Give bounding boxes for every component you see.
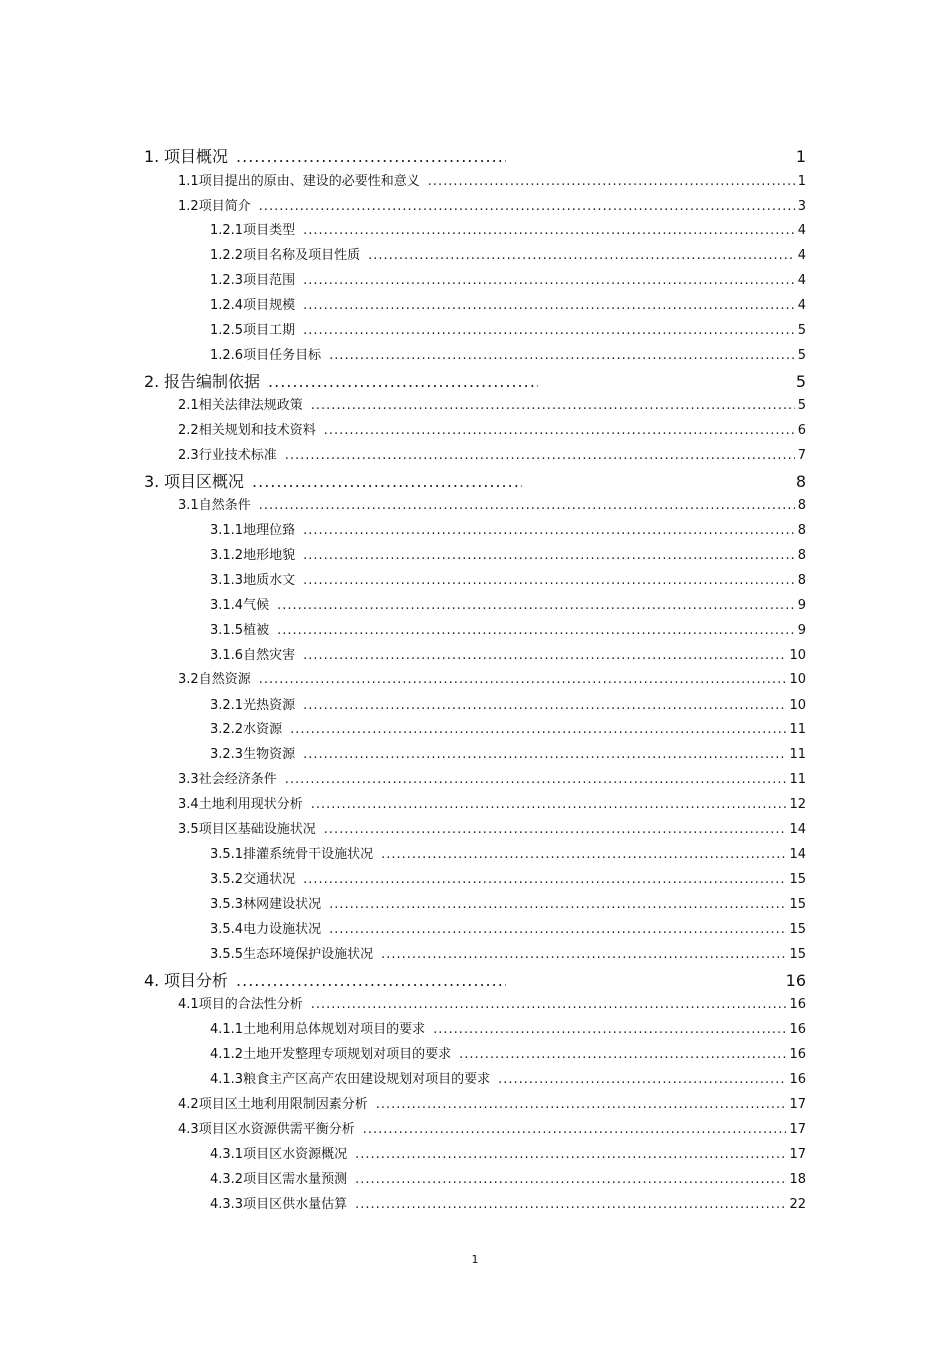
toc-entry-page: 4 (797, 273, 806, 288)
toc-entry-title: 相关规划和技术资料 (198, 423, 316, 438)
toc-entry-title: 项目规模 (243, 298, 296, 313)
toc-entry-title: 植被 (243, 623, 270, 638)
toc-entry[interactable] (210, 1068, 806, 1088)
toc-entry[interactable] (210, 544, 806, 564)
toc-entry-page: 16 (785, 971, 806, 990)
toc-entry-page: 8 (795, 472, 806, 491)
toc-entry-number: 3.5.5 (210, 947, 244, 962)
toc-entry[interactable] (210, 244, 806, 264)
toc-entry-title: 社会经济条件 (198, 772, 277, 787)
dot-leader (355, 1147, 786, 1162)
toc-entry-page: 1 (797, 174, 806, 189)
toc-entry-page: 15 (789, 897, 806, 912)
toc-entry-page: 15 (789, 947, 806, 962)
dot-leader (236, 147, 506, 166)
dot-leader (428, 174, 795, 189)
toc-entry-number: 3. (144, 472, 160, 491)
dot-leader (290, 722, 786, 737)
toc-entry[interactable] (210, 319, 806, 339)
toc-entry[interactable] (178, 993, 806, 1013)
toc-entry-title: 地质水文 (243, 573, 296, 588)
toc-entry-page: 15 (789, 872, 806, 887)
toc-entry-page: 8 (797, 498, 806, 513)
toc-entry-title: 项目区概况 (164, 472, 245, 491)
toc-entry-title: 土地利用总体规划对项目的要求 (243, 1022, 426, 1037)
toc-entry[interactable] (178, 818, 806, 838)
toc-entry-title: 电力设施状况 (243, 922, 322, 937)
toc-entry[interactable] (210, 943, 806, 963)
dot-leader (303, 523, 795, 538)
dot-leader (311, 997, 787, 1012)
toc-entry-page: 11 (789, 722, 806, 737)
toc-entry-number: 4.1 (178, 997, 199, 1012)
toc-entry-title: 排灌系统骨干设施状况 (243, 847, 374, 862)
toc-entry-number: 3.1.2 (210, 548, 244, 563)
toc-entry-number: 1.1 (178, 174, 199, 189)
toc-entry-title: 项目区水资源概况 (243, 1147, 348, 1162)
toc-entry-title: 地形地貌 (243, 548, 296, 563)
toc-entry-number: 4.1.1 (210, 1022, 244, 1037)
toc-entry-page: 14 (789, 822, 806, 837)
dot-leader (285, 448, 795, 463)
toc-entry-number: 3.1 (178, 498, 199, 513)
toc-entry[interactable] (210, 1168, 806, 1188)
toc-entry-number: 2.3 (178, 448, 199, 463)
toc-entry-page: 7 (797, 448, 806, 463)
dot-leader (303, 698, 786, 713)
toc-entry[interactable] (210, 918, 806, 938)
toc-entry-number: 3.2.1 (210, 698, 244, 713)
toc-entry-number: 3.4 (178, 797, 199, 812)
toc-entry-number: 2.2 (178, 423, 199, 438)
toc-entry-title: 气候 (243, 598, 270, 613)
dot-leader (303, 872, 786, 887)
toc-entry-page: 8 (797, 573, 806, 588)
toc-entry-title: 项目工期 (243, 323, 296, 338)
toc-entry-page: 15 (789, 922, 806, 937)
toc-entry-number: 4.2 (178, 1097, 199, 1112)
toc-entry[interactable] (144, 469, 806, 493)
toc-entry[interactable] (210, 843, 806, 863)
toc-entry-title: 自然条件 (198, 498, 251, 513)
toc-entry-number: 4.1.2 (210, 1047, 244, 1062)
toc-entry[interactable] (210, 1193, 806, 1213)
toc-entry[interactable] (178, 195, 806, 215)
toc-entry-page: 10 (789, 648, 806, 663)
toc-entry-number: 1.2.2 (210, 248, 244, 263)
toc-entry-title: 生态环境保护设施状况 (243, 947, 374, 962)
dot-leader (381, 947, 786, 962)
dot-leader (368, 248, 795, 263)
toc-entry-number: 4. (144, 971, 160, 990)
toc-entry-title: 林网建设状况 (243, 897, 322, 912)
dot-leader (433, 1022, 786, 1037)
toc-entry[interactable] (210, 893, 806, 913)
toc-entry-title: 土地利用现状分析 (198, 797, 303, 812)
toc-entry[interactable] (178, 419, 806, 439)
toc-entry-number: 3.5.4 (210, 922, 244, 937)
toc-entry-title: 自然灾害 (243, 648, 296, 663)
toc-entry[interactable] (210, 1143, 806, 1163)
dot-leader (303, 323, 795, 338)
toc-entry-page: 17 (789, 1122, 806, 1137)
toc-entry[interactable] (210, 569, 806, 589)
toc-entry-number: 3.1.6 (210, 648, 244, 663)
toc-entry[interactable] (210, 294, 806, 314)
toc-entry-number: 4.3.3 (210, 1197, 244, 1212)
toc-entry-number: 2. (144, 372, 160, 391)
toc-entry-page: 5 (797, 398, 806, 413)
toc-entry-number: 2.1 (178, 398, 199, 413)
dot-leader (355, 1197, 786, 1212)
toc-entry-number: 3.5.2 (210, 872, 244, 887)
toc-entry-page: 6 (797, 423, 806, 438)
toc-entry[interactable] (210, 694, 806, 714)
dot-leader (303, 648, 786, 663)
toc-entry-title: 项目简介 (198, 199, 251, 214)
toc-entry[interactable] (210, 519, 806, 539)
toc-entry-page: 5 (797, 323, 806, 338)
toc-entry-title: 项目提出的原由、建设的必要性和意义 (198, 174, 420, 189)
toc-entry[interactable] (210, 1043, 806, 1063)
toc-entry-title: 相关法律法规政策 (198, 398, 303, 413)
toc-entry-number: 3.2.3 (210, 747, 244, 762)
dot-leader (329, 922, 786, 937)
toc-entry[interactable] (144, 968, 806, 992)
toc-entry-title: 光热资源 (243, 698, 296, 713)
toc-entry-page: 16 (789, 1072, 806, 1087)
toc-entry-number: 1.2.4 (210, 298, 244, 313)
toc-entry-title: 项目区供水量估算 (243, 1197, 348, 1212)
toc-entry[interactable] (210, 868, 806, 888)
dot-leader (277, 598, 795, 613)
toc-entry-number: 3.2 (178, 672, 199, 687)
dot-leader (303, 223, 795, 238)
toc-entry-title: 项目分析 (164, 971, 229, 990)
toc-entry[interactable] (210, 219, 806, 239)
dot-leader (259, 199, 795, 214)
toc-entry-number: 3.5 (178, 822, 199, 837)
toc-entry-title: 生物资源 (243, 747, 296, 762)
dot-leader (355, 1172, 786, 1187)
toc-entry-page: 1 (795, 147, 806, 166)
dot-leader (303, 747, 786, 762)
toc-entry-title: 行业技术标准 (198, 448, 277, 463)
toc-entry-number: 3.5.1 (210, 847, 244, 862)
dot-leader (259, 498, 795, 513)
toc-entry-title: 项目类型 (243, 223, 296, 238)
toc-entry-page: 8 (797, 548, 806, 563)
dot-leader (329, 897, 786, 912)
toc-entry-page: 10 (789, 698, 806, 713)
dot-leader (324, 423, 795, 438)
toc-entry-number: 4.1.3 (210, 1072, 244, 1087)
dot-leader (329, 348, 795, 363)
dot-leader (363, 1122, 787, 1137)
dot-leader (252, 472, 522, 491)
dot-leader (498, 1072, 786, 1087)
toc-entry[interactable] (210, 1018, 806, 1038)
toc-entry[interactable] (178, 394, 806, 414)
toc-entry[interactable] (178, 1093, 806, 1113)
toc-entry-title: 地理位臵 (243, 523, 296, 538)
toc-entry-number: 1.2.6 (210, 348, 244, 363)
toc-entry-title: 自然资源 (198, 672, 251, 687)
toc-entry-number: 4.3.1 (210, 1147, 244, 1162)
toc-entry[interactable] (144, 369, 806, 393)
toc-entry-number: 3.1.5 (210, 623, 244, 638)
toc-entry[interactable] (178, 494, 806, 514)
toc-entry[interactable] (178, 1118, 806, 1138)
toc-entry[interactable] (210, 743, 806, 763)
toc-entry-page: 11 (789, 772, 806, 787)
toc-entry-title: 项目范围 (243, 273, 296, 288)
toc-entry-title: 粮食主产区高产农田建设规划对项目的要求 (243, 1072, 491, 1087)
dot-leader (311, 797, 787, 812)
toc-entry-page: 12 (789, 797, 806, 812)
toc-entry-title: 项目概况 (164, 147, 229, 166)
toc-entry-number: 1.2.5 (210, 323, 244, 338)
dot-leader (303, 298, 795, 313)
toc-entry-title: 项目的合法性分析 (198, 997, 303, 1012)
page-number: 1 (471, 1253, 479, 1266)
toc-entry[interactable] (210, 644, 806, 664)
toc-entry-number: 1. (144, 147, 160, 166)
toc-entry-number: 1.2 (178, 199, 199, 214)
toc-entry[interactable] (178, 170, 806, 190)
toc-entry-page: 14 (789, 847, 806, 862)
dot-leader (285, 772, 787, 787)
dot-leader (268, 372, 538, 391)
toc-entry[interactable] (210, 619, 806, 639)
dot-leader (376, 1097, 787, 1112)
toc-entry-title: 项目区土地利用限制因素分析 (198, 1097, 368, 1112)
toc-entry-title: 水资源 (243, 722, 283, 737)
toc-entry-page: 4 (797, 248, 806, 263)
toc-entry-page: 9 (797, 598, 806, 613)
toc-entry-number: 3.1.4 (210, 598, 244, 613)
toc-entry[interactable] (210, 718, 806, 738)
toc-entry-number: 3.3 (178, 772, 199, 787)
toc-entry-page: 9 (797, 623, 806, 638)
toc-entry-number: 1.2.1 (210, 223, 244, 238)
toc-entry-page: 5 (795, 372, 806, 391)
toc-entry[interactable] (210, 594, 806, 614)
toc-entry-number: 3.1.3 (210, 573, 244, 588)
toc-entry-title: 项目任务目标 (243, 348, 322, 363)
dot-leader (259, 672, 787, 687)
toc-entry[interactable] (210, 344, 806, 364)
toc-entry-title: 项目区基础设施状况 (198, 822, 316, 837)
toc-entry-number: 4.3 (178, 1122, 199, 1137)
dot-leader (236, 971, 506, 990)
toc-entry[interactable] (178, 668, 806, 688)
toc-entry-number: 1.2.3 (210, 273, 244, 288)
toc-entry-number: 3.2.2 (210, 722, 244, 737)
dot-leader (459, 1047, 786, 1062)
toc-entry-title: 项目名称及项目性质 (243, 248, 361, 263)
dot-leader (277, 623, 795, 638)
toc-entry-title: 项目区需水量预测 (243, 1172, 348, 1187)
toc-entry-title: 交通状况 (243, 872, 296, 887)
toc-entry-page: 10 (789, 672, 806, 687)
toc-entry[interactable] (210, 269, 806, 289)
toc-entry[interactable] (178, 444, 806, 464)
toc-entry[interactable] (178, 793, 806, 813)
toc-entry-page: 11 (789, 747, 806, 762)
toc-entry[interactable] (178, 768, 806, 788)
toc-entry-page: 4 (797, 298, 806, 313)
toc-entry-page: 4 (797, 223, 806, 238)
dot-leader (381, 847, 786, 862)
toc-entry-page: 16 (789, 1047, 806, 1062)
toc-entry-page: 8 (797, 523, 806, 538)
dot-leader (303, 273, 795, 288)
toc-entry-page: 18 (789, 1172, 806, 1187)
toc-entry-page: 17 (789, 1147, 806, 1162)
toc-entry-page: 17 (789, 1097, 806, 1112)
toc-entry-title: 项目区水资源供需平衡分析 (198, 1122, 355, 1137)
toc-entry-page: 16 (789, 1022, 806, 1037)
toc-entry-number: 4.3.2 (210, 1172, 244, 1187)
toc-entry-number: 3.1.1 (210, 523, 244, 538)
toc-entry-title: 报告编制依据 (164, 372, 261, 391)
toc-entry-title: 土地开发整理专项规划对项目的要求 (243, 1047, 452, 1062)
toc-entry-page: 16 (789, 997, 806, 1012)
dot-leader (303, 573, 795, 588)
toc-entry-page: 5 (797, 348, 806, 363)
toc-entry[interactable] (144, 144, 806, 168)
toc-entry-number: 3.5.3 (210, 897, 244, 912)
toc-entry-page: 22 (789, 1197, 806, 1212)
toc-entry-page: 3 (797, 199, 806, 214)
dot-leader (311, 398, 795, 413)
dot-leader (324, 822, 787, 837)
dot-leader (303, 548, 795, 563)
